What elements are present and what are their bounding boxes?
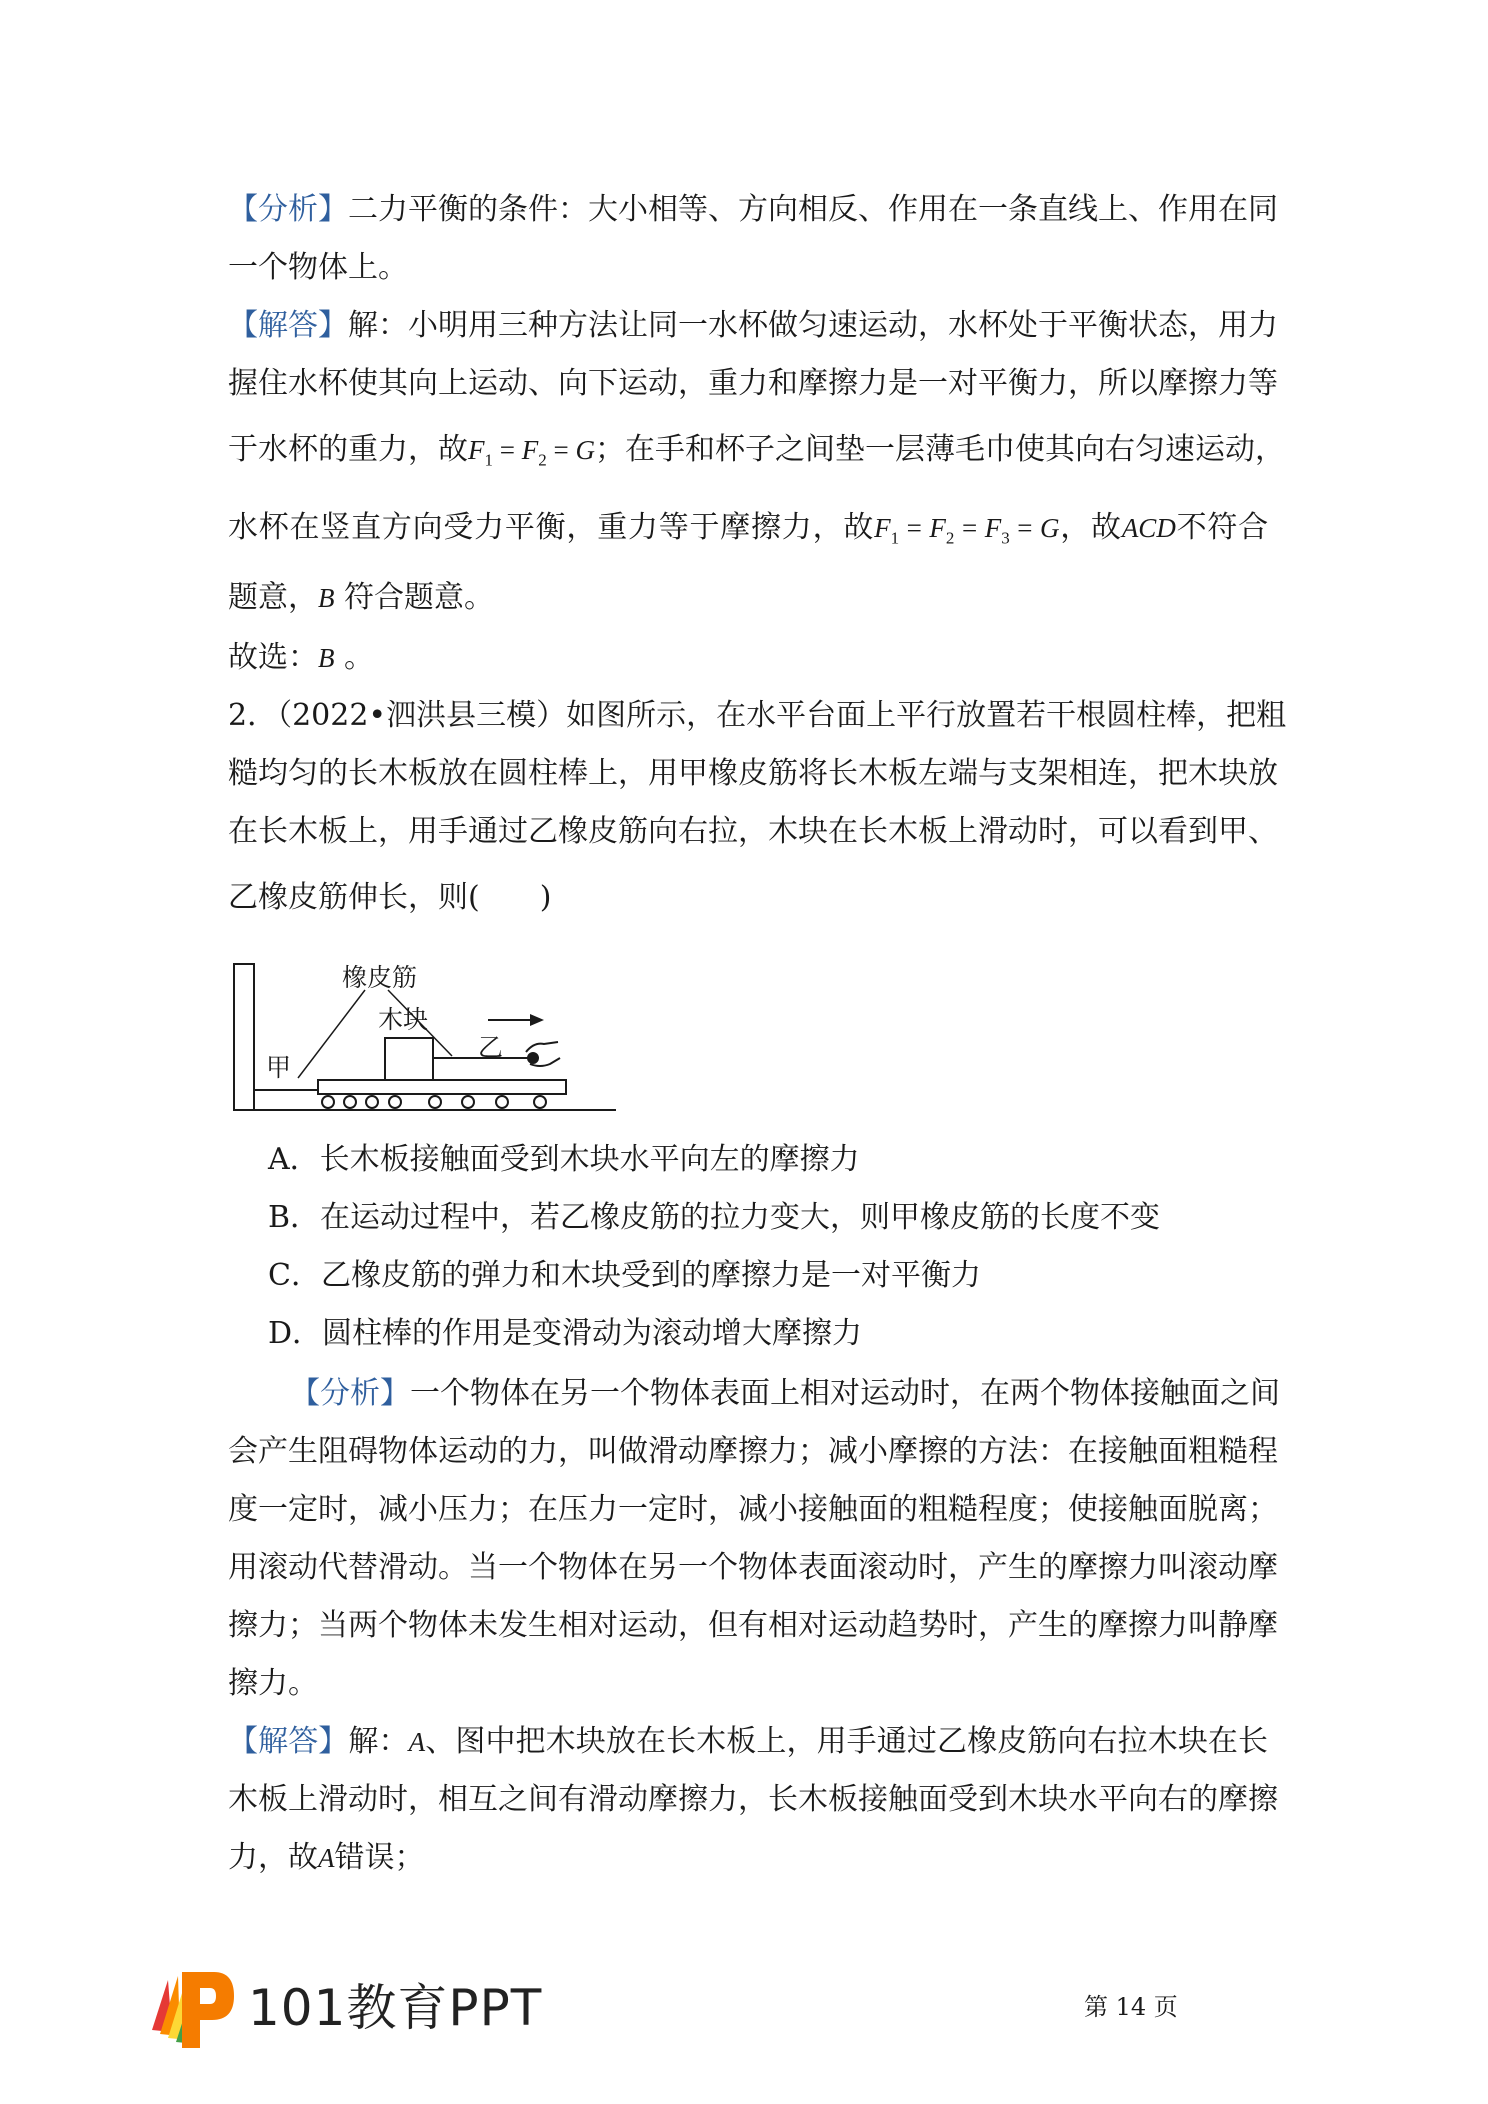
q2-answer-line-1: 【解答】解：A、图中把木块放在长木板上，用手通过乙橡皮筋向右拉木块在长: [228, 1724, 1269, 1759]
brand-logo-icon: [142, 1960, 240, 2056]
q2-stem-line-4: 乙橡皮筋伸长，则( ): [228, 880, 552, 915]
analysis-tag: 【分析】: [290, 1376, 410, 1411]
brand-name: 101教育PPT: [248, 1979, 543, 2037]
q2-analysis-line-5: 擦力；当两个物体未发生相对运动，但有相对运动趋势时，产生的摩擦力叫静摩: [228, 1608, 1278, 1643]
label-block: 木块: [378, 1005, 429, 1034]
option-b: B．在运动过程中，若乙橡皮筋的拉力变大，则甲橡皮筋的长度不变: [268, 1200, 1161, 1235]
q2-analysis-line-3: 度一定时，减小压力；在压力一定时，减小接触面的粗糙程度；使接触面脱离；: [228, 1492, 1278, 1527]
page-number: 第 14 页: [1084, 1993, 1178, 2021]
q1-analysis-line-1: 【分析】二力平衡的条件：大小相等、方向相反、作用在一条直线上、作用在同: [228, 192, 1278, 227]
q1-answer-line-2: 握住水杯使其向上运动、向下运动，重力和摩擦力是一对平衡力，所以摩擦力等: [228, 366, 1278, 401]
long-board: [318, 1080, 566, 1094]
q1-answer-line-4: 水杯在竖直方向受力平衡，重力等于摩擦力，故$F_1 = F_2 = F_3 = G$，故ACD不符合: [228, 510, 1269, 548]
q1-choice-line: 故选：B 。: [228, 640, 375, 675]
answer-tag: 【解答】: [228, 308, 348, 343]
analysis-tag: 【分析】: [228, 192, 348, 227]
friction-apparatus-figure: [230, 960, 620, 1120]
q2-answer-line-2: 木板上滑动时，相互之间有滑动摩擦力，长木板接触面受到木块水平向右的摩擦: [228, 1782, 1278, 1817]
q1-answer-line-1: 【解答】解：小明用三种方法让同一水杯做匀速运动，水杯处于平衡状态，用力: [228, 308, 1278, 343]
option-d: D．圆柱棒的作用是变滑动为滚动增大摩擦力: [268, 1316, 863, 1351]
cylinder-rollers: [322, 1096, 546, 1108]
q1-analysis-line-2: 一个物体上。: [228, 250, 408, 285]
q2-stem-line-3: 在长木板上，用手通过乙橡皮筋向右拉，木块在长木板上滑动时，可以看到甲、: [228, 814, 1278, 849]
option-a: A．长木板接触面受到木块水平向左的摩擦力: [268, 1142, 860, 1177]
q2-analysis-line-2: 会产生阻碍物体运动的力，叫做滑动摩擦力；减小摩擦的方法：在接触面粗糙程: [228, 1434, 1278, 1469]
q2-stem-line-1: 2．（2022•泗洪县三模）如图所示，在水平台面上平行放置若干根圆柱棒，把粗: [228, 698, 1287, 733]
q2-stem-line-2: 糙均匀的长木板放在圆柱棒上，用甲橡皮筋将长木板左端与支架相连，把木块放: [228, 756, 1278, 791]
q1-answer-line-5: 题意，B 符合题意。: [228, 580, 495, 615]
support-stand: [234, 964, 254, 1110]
answer-tag: 【解答】: [228, 1724, 349, 1759]
formula-f1-f2-g: $F_1 = F_2 = G$: [468, 435, 595, 470]
q2-answer-line-3: 力，故A错误；: [228, 1840, 425, 1875]
label-rubber-band: 橡皮筋: [342, 963, 418, 992]
q2-analysis-line-1: 【分析】一个物体在另一个物体表面上相对运动时，在两个物体接触面之间: [290, 1376, 1280, 1411]
q1-answer-line-3: 于水杯的重力，故$F_1 = F_2 = G$；在手和杯子之间垫一层薄毛巾使其向右匀速运动，: [228, 432, 1285, 470]
q2-analysis-line-6: 擦力。: [228, 1666, 318, 1701]
hand-icon: [526, 1042, 560, 1066]
label-yi: 乙: [478, 1033, 504, 1062]
option-c: C．乙橡皮筋的弹力和木块受到的摩擦力是一对平衡力: [268, 1258, 981, 1293]
label-jia: 甲: [266, 1053, 292, 1082]
q2-analysis-line-4: 用滚动代替滑动。当一个物体在另一个物体表面滚动时，产生的摩擦力叫滚动摩: [228, 1550, 1278, 1585]
wood-block: [385, 1038, 433, 1080]
formula-f1-f2-f3-g: $F_1 = F_2 = F_3 = G$: [874, 513, 1060, 548]
